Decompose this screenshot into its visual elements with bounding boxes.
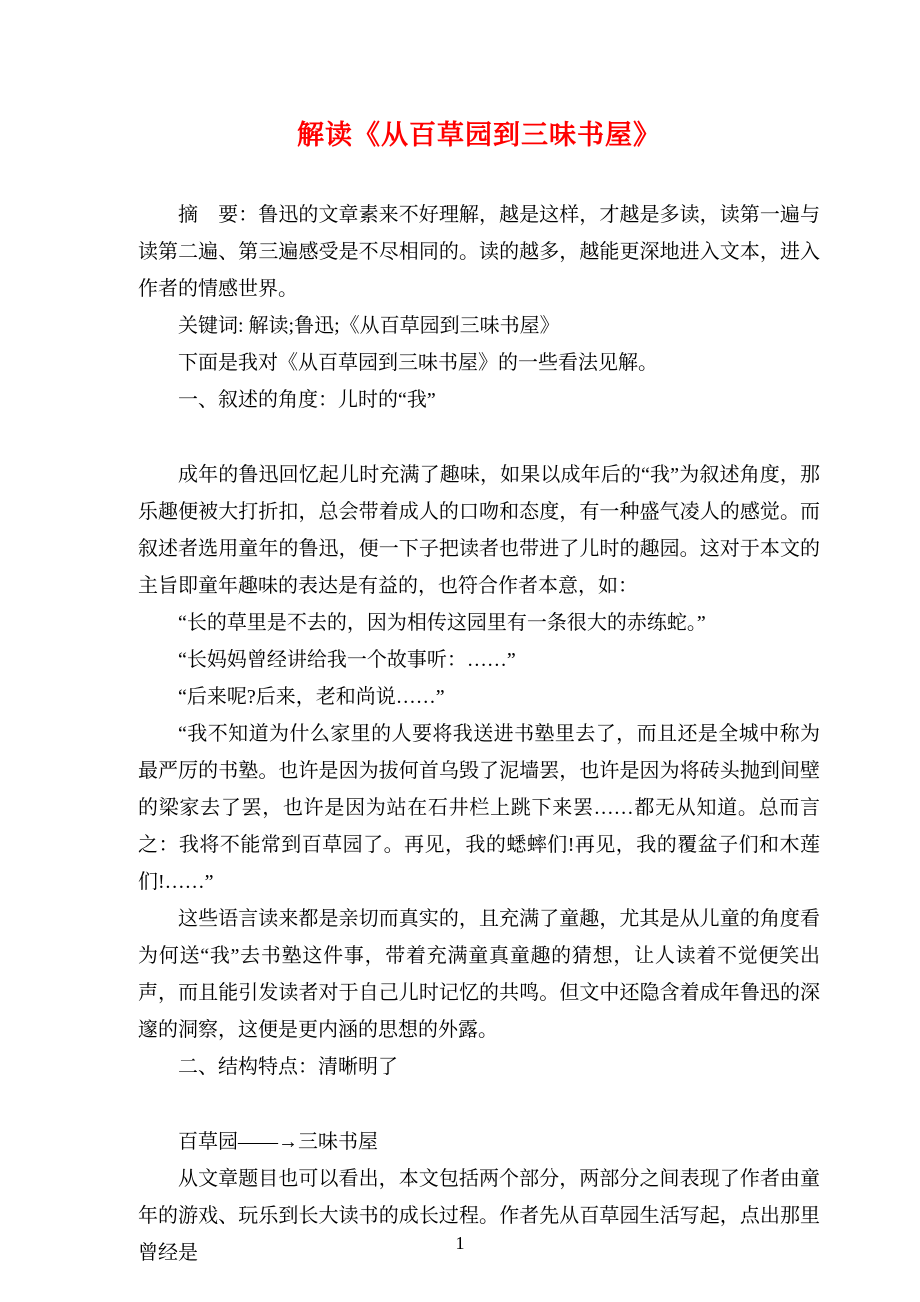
page-number: 1	[455, 1233, 465, 1253]
paragraph: 从文章题目也可以看出，本文包括两个部分，两部分之间表现了作者由童年的游戏、玩乐到长大读书的成长过程。作者先从百草园生活写起，点出那里曾经是	[138, 1168, 820, 1265]
paragraph-quote-4: “我不知道为什么家里的人要将我送进书塾里去了，而且还是全城中称为最严厉的书塾。也许是因为拔何首乌毁了泥墙罢，也许是因为将砖头抛到间壁的梁家去了罢，也许是因为站在石井栏上跳下来罢……都无从知道。总而言之：我将不能常到百草园了。再见，我的蟋蟀们!再见，我的覆盆子们和木莲们!……”	[138, 723, 820, 894]
paragraph: 成年的鲁迅回忆起儿时充满了趣味，如果以成年后的“我”为叙述角度，那乐趣便被大打折扣，总会带着成人的口吻和态度，有一种盛气凌人的感觉。而叙述者选用童年的鲁迅，便一下子把读者也带进了儿时的趣园。这对于本文的主旨即童年趣味的表达是有益的，也符合作者本意，如：	[138, 464, 820, 598]
paragraph-keywords: 关键词: 解读;鲁迅;《从百草园到三味书屋》	[178, 315, 560, 338]
paragraph-diagram-line: 百草园——→三味书屋	[178, 1131, 378, 1154]
section-heading-2: 二、结构特点：清晰明了	[178, 1056, 398, 1079]
paragraph-quote-1: “长的草里是不去的，因为相传这园里有一条很大的赤练蛇。”	[178, 612, 706, 635]
paragraph-intro: 下面是我对《从百草园到三味书屋》的一些看法见解。	[178, 352, 658, 375]
paragraph: 这些语言读来都是亲切而真实的，且充满了童趣，尤其是从儿童的角度看为何送“我”去书塾这件事，带着充满童真童趣的猜想，让人读着不觉便笑出声，而且能引发读者对于自己儿时记忆的共鸣。但文中还隐含着成年鲁迅的深邃的洞察，这便是更内涵的思想的外露。	[138, 908, 820, 1042]
paragraph-quote-2: “长妈妈曾经讲给我一个故事听：……”	[178, 649, 516, 672]
paragraph-abstract: 摘 要：鲁迅的文章素来不好理解，越是这样，才越是多读，读第一遍与读第二遍、第三遍感受是不尽相同的。读的越多，越能更深地进入文本，进入作者的情感世界。	[138, 204, 820, 301]
document-body	[138, 197, 820, 1272]
document-title: 解读《从百草园到三味书屋》	[297, 120, 661, 150]
section-heading-1: 一、叙述的角度：儿时的“我”	[178, 389, 436, 412]
paragraph-quote-3: “后来呢?后来，老和尚说……”	[178, 686, 445, 709]
